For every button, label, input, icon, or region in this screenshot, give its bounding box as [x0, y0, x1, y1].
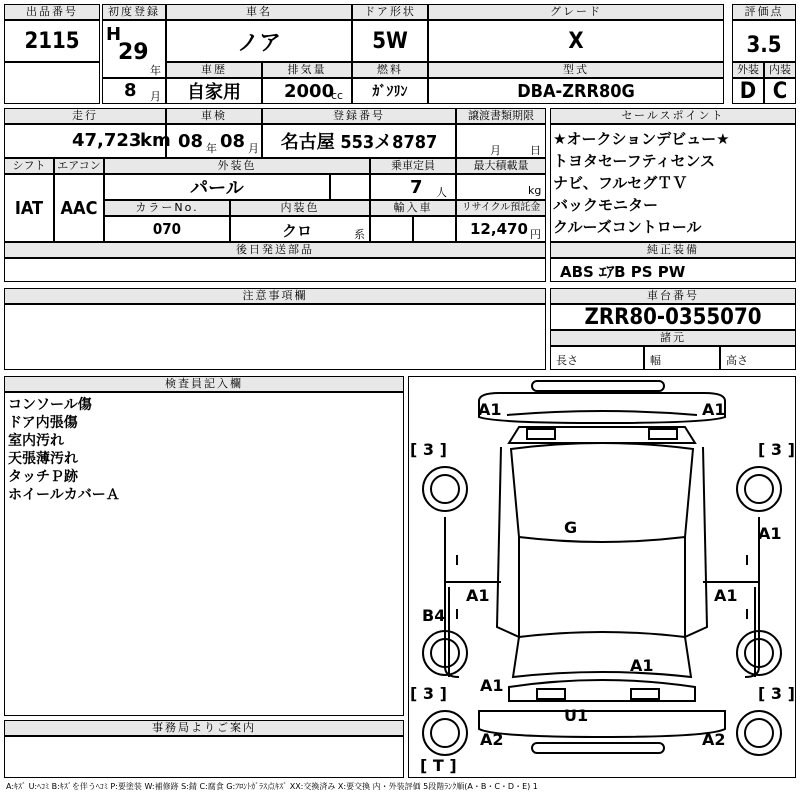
mileage-label: 走行: [4, 108, 166, 124]
displacement: 2000: [284, 81, 335, 102]
first-reg-label: 初度登録: [102, 4, 166, 20]
equipment-label: 純正装備: [550, 242, 796, 258]
spec-label: 諸元: [550, 330, 796, 346]
damage-mark: [ T ]: [420, 756, 457, 775]
inspection-label: 車検: [166, 108, 262, 124]
history: 自家用: [187, 82, 241, 103]
capacity-unit: 人: [436, 186, 447, 199]
body-color: パール: [190, 178, 244, 199]
shift-label: シフト: [4, 158, 54, 174]
inspector-box: [4, 392, 404, 716]
car-name-label: 車名: [166, 4, 352, 20]
reg-year: 29: [118, 40, 149, 65]
load-unit: kg: [528, 184, 542, 197]
door-type: 5W: [372, 28, 408, 54]
ac-label: エアコン: [54, 158, 104, 174]
inspector-note: コンソール傷: [8, 397, 92, 413]
recycle-unit: 円: [530, 228, 541, 241]
inspector-note: 室内汚れ: [8, 433, 64, 449]
damage-mark: [ 3 ]: [410, 684, 447, 703]
insp-year: 08: [178, 131, 204, 152]
reg-year-unit: 年: [150, 64, 161, 77]
insp-month-unit: 月: [248, 142, 259, 155]
insp-year-unit: 年: [206, 142, 217, 155]
inspector-note: ホイールカバーＡ: [8, 487, 120, 503]
chassis-no: ZRR80-0355070: [584, 304, 762, 330]
damage-mark: A1: [630, 656, 654, 675]
damage-mark: A1: [714, 586, 738, 605]
int-color: クロ: [282, 222, 313, 240]
mileage: 47,723: [72, 130, 142, 151]
damage-mark: G: [564, 518, 578, 537]
selling-point-item: ナビ、フルセグＴＶ: [553, 174, 688, 192]
caution-label: 注意事項欄: [4, 288, 546, 304]
color-extra-cell: [330, 174, 370, 200]
damage-mark: A1: [466, 586, 490, 605]
selling-points-label: セールスポイント: [550, 108, 796, 124]
legend: A:ｷｽﾞ U:ﾍｺﾐ B:ｷｽﾞを伴うﾍｺﾐ P:要塗装 W:補修跡 S:錆 C:腐食 G:ﾌﾛﾝﾄｶﾞﾗｽ点ｷｽﾞ XX:交換済み X:要交換 内・外装評価 5段階ﾗﾝｸ順(A・B・C・D・E) 1: [6, 782, 538, 791]
int-color-label: 内装色: [230, 200, 370, 216]
transfer-month: 月: [490, 144, 501, 157]
damage-mark: B4: [422, 606, 446, 625]
color-no-label: カラーNo.: [104, 200, 230, 216]
damage-mark: [ 3 ]: [758, 440, 795, 459]
caution-box: [4, 304, 546, 370]
import-cell-b: [413, 216, 456, 242]
damage-mark: A1: [480, 676, 504, 695]
lot-no-label: 出品番号: [4, 4, 100, 20]
int-color-unit: 系: [354, 228, 365, 241]
exterior-grade: D: [739, 78, 757, 104]
mileage-unit: km: [140, 130, 171, 151]
damage-mark: [ 3 ]: [410, 440, 447, 459]
grade-label: グレード: [428, 4, 724, 20]
fuel-label: 燃料: [352, 62, 428, 78]
capacity-label: 乗車定員: [370, 158, 456, 174]
office-box: [4, 736, 404, 778]
exterior-label: 外装: [732, 62, 764, 78]
width-label: 幅: [650, 354, 661, 367]
later-parts-label: 後日発送部品: [4, 242, 546, 258]
damage-diagram: [408, 376, 796, 778]
door-label: ドア形状: [352, 4, 428, 20]
equipment: ABS ｴｱB PS PW: [560, 263, 686, 281]
inspector-label: 検査員記入欄: [4, 376, 404, 392]
inspector-note: 天張薄汚れ: [8, 451, 78, 467]
load-label: 最大積載量: [456, 158, 546, 174]
damage-mark: U1: [564, 706, 589, 725]
model-label: 型式: [428, 62, 724, 78]
model: DBA-ZRR80G: [517, 80, 635, 102]
office-label: 事務局よりご案内: [4, 720, 404, 736]
damage-mark: A2: [480, 730, 504, 749]
capacity: 7: [410, 177, 423, 198]
plate: 名古屋 553メ8787: [280, 132, 438, 153]
selling-point-item: バックモニター: [553, 196, 659, 214]
interior-grade: C: [772, 78, 788, 104]
selling-point-item: トヨタセーフティセンス: [553, 152, 716, 170]
displacement-unit: cc: [331, 89, 344, 102]
damage-mark: A1: [702, 400, 726, 419]
shift: IAT: [14, 197, 44, 219]
fuel: ｶﾞｿﾘﾝ: [372, 84, 408, 100]
lot-no: 2115: [24, 28, 80, 54]
car-outline: [409, 377, 795, 777]
later-parts-cell: [4, 258, 546, 282]
history-label: 車歴: [166, 62, 262, 78]
selling-point-item: ★オークションデビュー★: [553, 130, 730, 148]
color-no: 070: [152, 220, 182, 238]
reg-month: 8: [124, 80, 137, 101]
reg-month-unit: 月: [150, 90, 161, 103]
selling-point-item: クルーズコントロール: [553, 218, 702, 236]
inspector-note: ドア内張傷: [8, 415, 78, 431]
score-label: 評価点: [732, 4, 796, 20]
length-label: 長さ: [556, 354, 578, 367]
era: H: [106, 24, 122, 45]
car-name: ノア: [236, 30, 281, 56]
height-label: 高さ: [726, 354, 748, 367]
color-label: 外装色: [104, 158, 370, 174]
recycle-fee: 12,470: [470, 220, 528, 238]
grade: X: [568, 28, 584, 54]
import-cell-a: [370, 216, 413, 242]
damage-mark: A1: [478, 400, 502, 419]
interior-label: 内装: [764, 62, 796, 78]
inspector-note: タッチＰ跡: [8, 469, 78, 485]
transfer-day: 日: [530, 144, 541, 157]
damage-mark: A2: [702, 730, 726, 749]
import-label: 輸入車: [370, 200, 456, 216]
displacement-label: 排気量: [262, 62, 352, 78]
damage-mark: A1: [758, 524, 782, 543]
ac: AAC: [60, 197, 98, 219]
score: 3.5: [746, 32, 782, 58]
chassis-label: 車台番号: [550, 288, 796, 304]
transfer-label: 譲渡書類期限: [456, 108, 546, 124]
plate-label: 登録番号: [262, 108, 456, 124]
damage-mark: [ 3 ]: [758, 684, 795, 703]
lot-no-blank: [4, 62, 100, 104]
recycle-label: リサイクル預託金: [456, 200, 546, 216]
insp-month: 08: [220, 131, 246, 152]
